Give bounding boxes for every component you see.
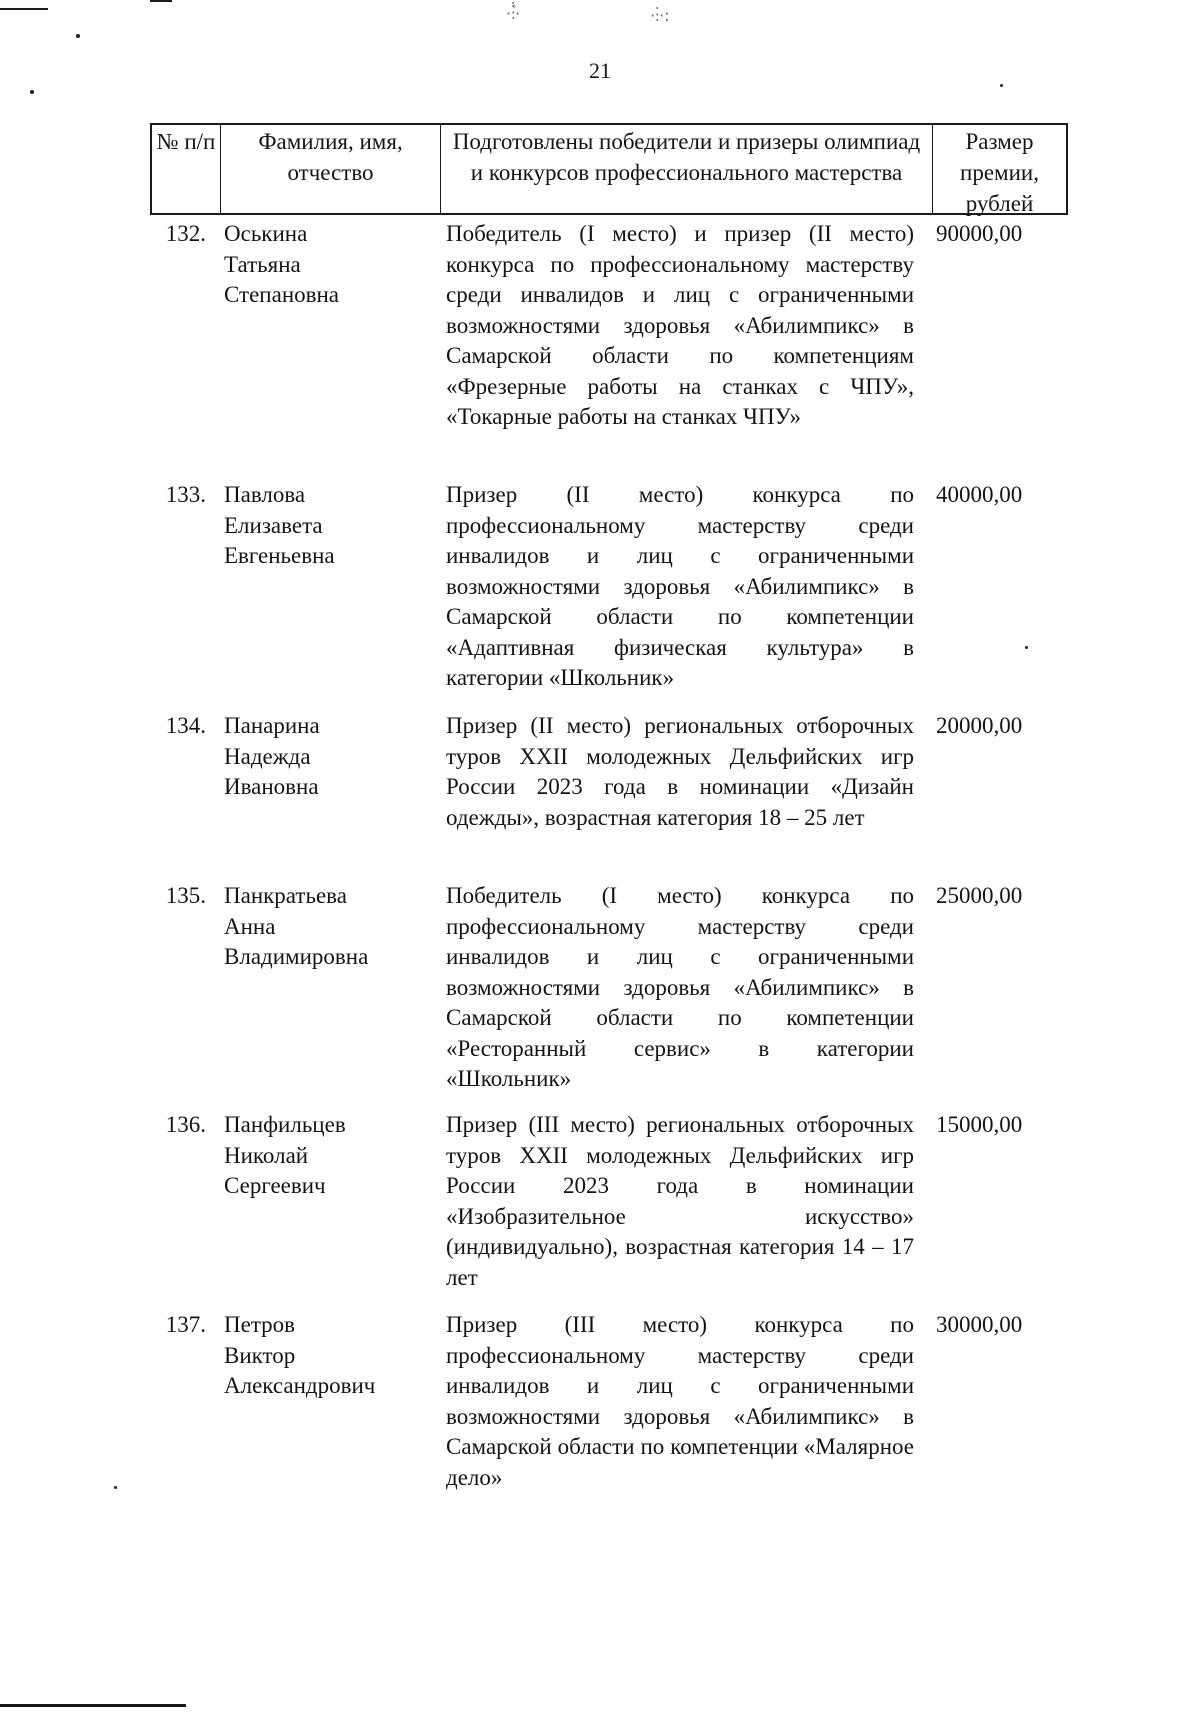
row-number: 137. — [165, 1312, 206, 1337]
row-number: 133. — [165, 482, 206, 507]
scan-dot — [1000, 84, 1003, 87]
scan-speck: ·:۫۬۬· — [506, 4, 521, 23]
row-number: 132. — [165, 221, 206, 246]
row-amount: 40000,00 — [936, 482, 1023, 507]
row-fullname: Оськина Татьяна Степановна — [224, 221, 339, 307]
row-amount: 15000,00 — [936, 1112, 1023, 1137]
row-fullname: Петров Виктор Александрович — [224, 1312, 376, 1398]
row-fullname: Панкратьева Анна Владимировна — [224, 883, 369, 969]
row-fullname: Панфильцев Николай Сергеевич — [224, 1112, 346, 1198]
row-description: Призер (II место) конкурса по профессиональному мастерству среди инвалидов и лиц с ограниченными возможностями здоровья «Абилимпикс» в Самарской области по компетенции «Адаптивная физическая культура» в категории «Школьник» — [446, 482, 914, 690]
scan-dot — [114, 1486, 117, 1489]
scan-dot — [76, 34, 80, 38]
row-fullname: Панарина Надежда Ивановна — [224, 713, 320, 799]
row-amount: 30000,00 — [936, 1312, 1023, 1337]
page-number: 21 — [589, 58, 611, 83]
row-amount: 20000,00 — [936, 713, 1023, 738]
header-col-name: Фамилия, имя, отчество — [220, 125, 440, 213]
header-col-amount: Размер премии, рублей — [932, 125, 1066, 213]
row-number: 136. — [165, 1112, 206, 1137]
row-description: Призер (III место) региональных отборочных туров XXII молодежных Дельфийских игр России 2023 года в номинации «Изобразительное искусство» (индивидуально), возрастная категория 14 – 17 лет — [446, 1112, 914, 1290]
scan-dot — [1025, 646, 1028, 649]
row-description: Призер (III место) конкурса по профессиональному мастерству среди инвалидов и лиц с ограниченными возможностями здоровья «Абилимпикс» в Самарской области по компетенции «Малярное дело» — [446, 1312, 914, 1490]
scan-edge-line — [0, 8, 48, 10]
scan-speck: ·:۬·: — [650, 6, 670, 25]
table-header — [150, 123, 1068, 215]
scan-edge-line — [0, 1704, 186, 1707]
row-description: Победитель (I место) конкурса по профессиональному мастерству среди инвалидов и лиц с ограниченными возможностями здоровья «Абилимпикс» в Самарской области по компетенции «Ресторанный сервис» в категории «Школьник» — [446, 883, 914, 1091]
row-amount: 90000,00 — [936, 221, 1023, 246]
row-amount: 25000,00 — [936, 883, 1023, 908]
row-number: 135. — [165, 883, 206, 908]
header-col-description: Подготовлены победители и призеры олимпиад и конкурсов профессионального мастерства — [440, 125, 932, 213]
scan-edge-line — [150, 0, 172, 2]
row-description: Призер (II место) региональных отборочных туров XXII молодежных Дельфийских игр России 2023 года в номинации «Дизайн одежды», возрастная категория 18 – 25 лет — [446, 713, 914, 830]
row-description: Победитель (I место) и призер (II место) конкурса по профессиональному мастерству среди инвалидов и лиц с ограниченными возможностями здоровья «Абилимпикс» в Самарской области по компетенциям «Фрезерные работы на станках с ЧПУ», «Токарные работы на станках ЧПУ» — [446, 221, 914, 429]
scan-dot — [30, 90, 34, 94]
row-number: 134. — [165, 713, 206, 738]
row-fullname: Павлова Елизавета Евгеньевна — [224, 482, 335, 568]
header-col-number: № п/п — [156, 129, 216, 154]
